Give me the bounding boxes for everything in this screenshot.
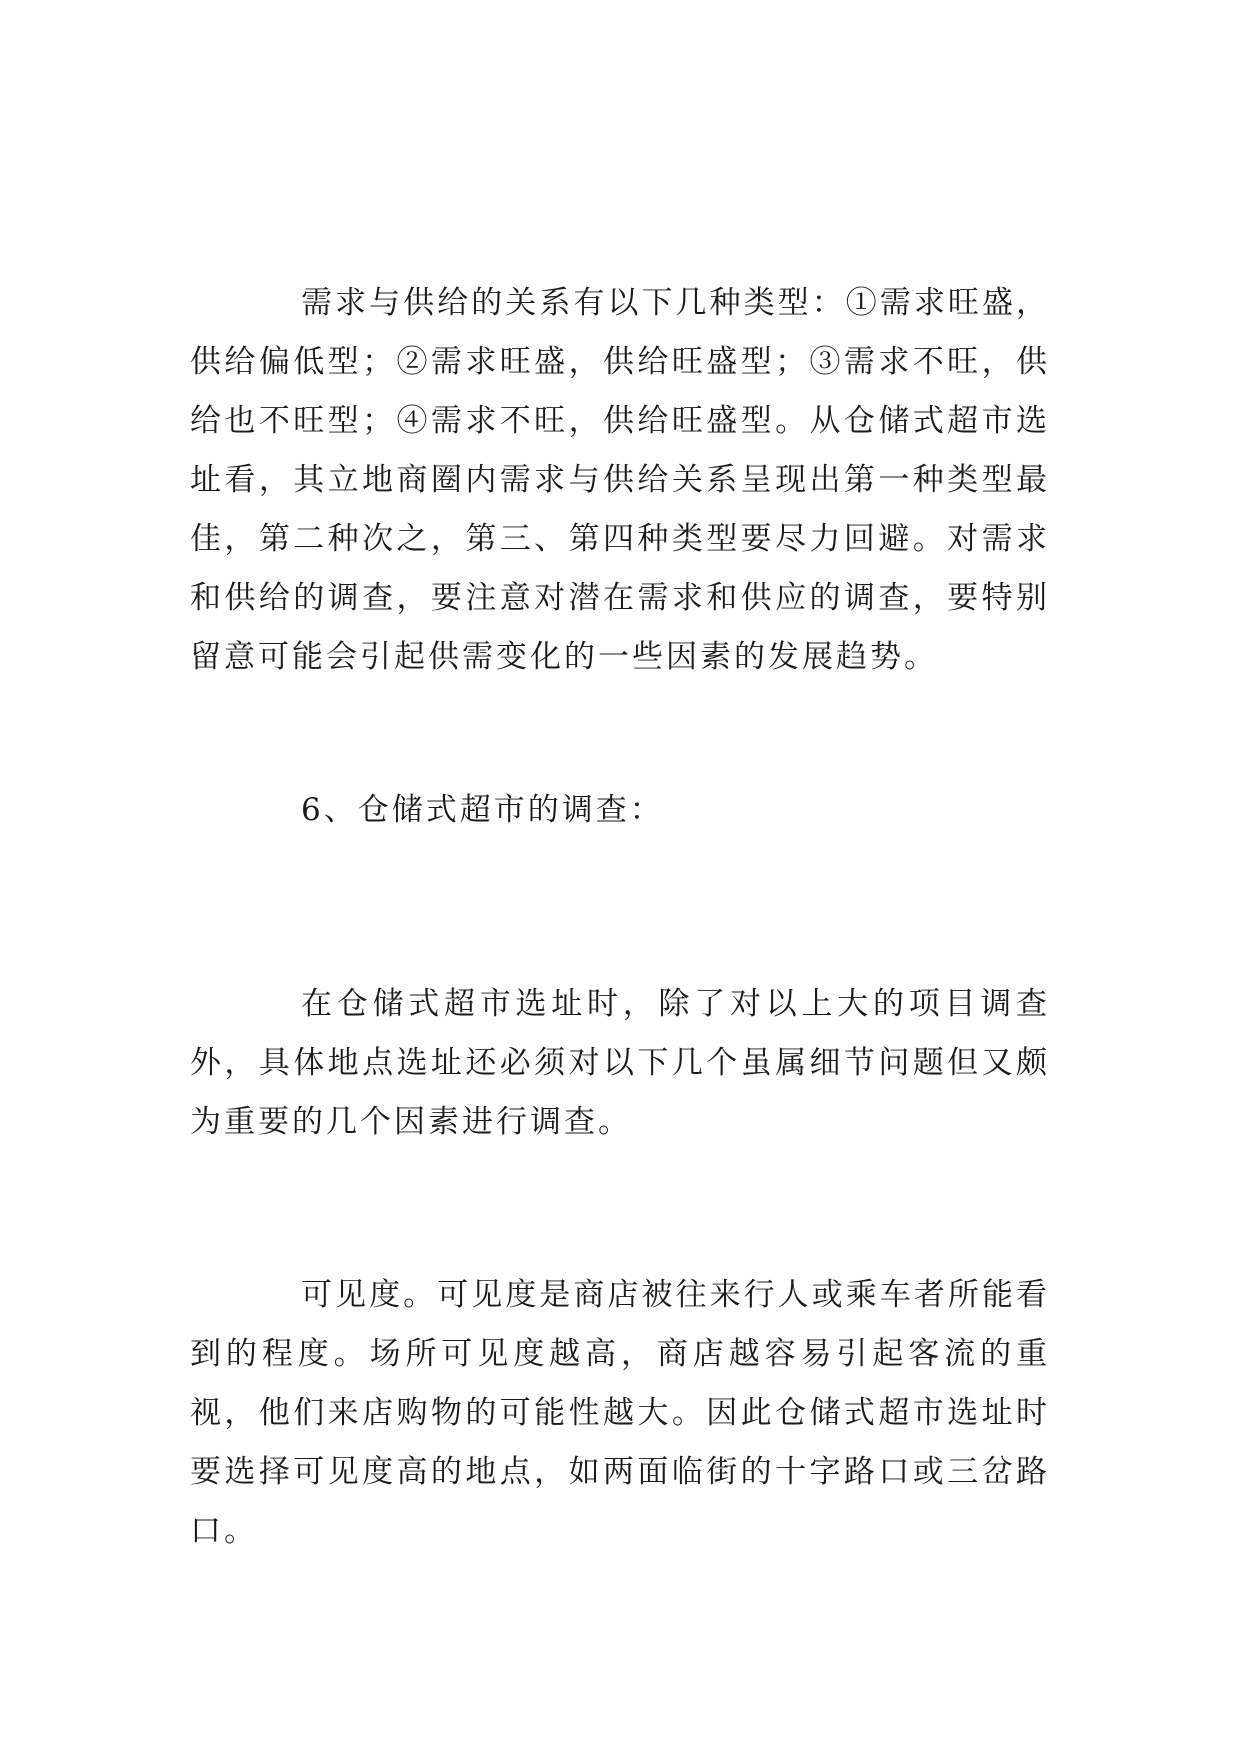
paragraph-site-survey: 在仓储式超市选址时，除了对以上大的项目调查外，具体地点选址还必须对以下几个虽属细节问题但又颇为重要的几个因素进行调查。 — [190, 986, 1050, 1140]
paragraph-visibility: 可见度。可见度是商店被往来行人或乘车者所能看到的程度。场所可见度越高，商店越容易引起客流的重视，他们来店购物的可能性越大。因此仓储式超市选址时要选择可见度高的地点，如两面临街的十字路口或三岔路口。 — [190, 1277, 1050, 1549]
section-heading-6: 6、仓储式超市的调查： — [301, 792, 664, 828]
paragraph-supply-demand: 需求与供给的关系有以下几种类型：①需求旺盛，供给偏低型；②需求旺盛，供给旺盛型；③需求不旺，供给也不旺型；④需求不旺，供给旺盛型。从仓储式超市选址看，其立地商圈内需求与供给关系呈现出第一种类型最佳，第二种次之，第三、第四种类型要尽力回避。对需求和供给的调查，要注意对潜在需求和供应的调查，要特别留意可能会引起供需变化的一些因素的发展趋势。 — [190, 285, 1050, 675]
